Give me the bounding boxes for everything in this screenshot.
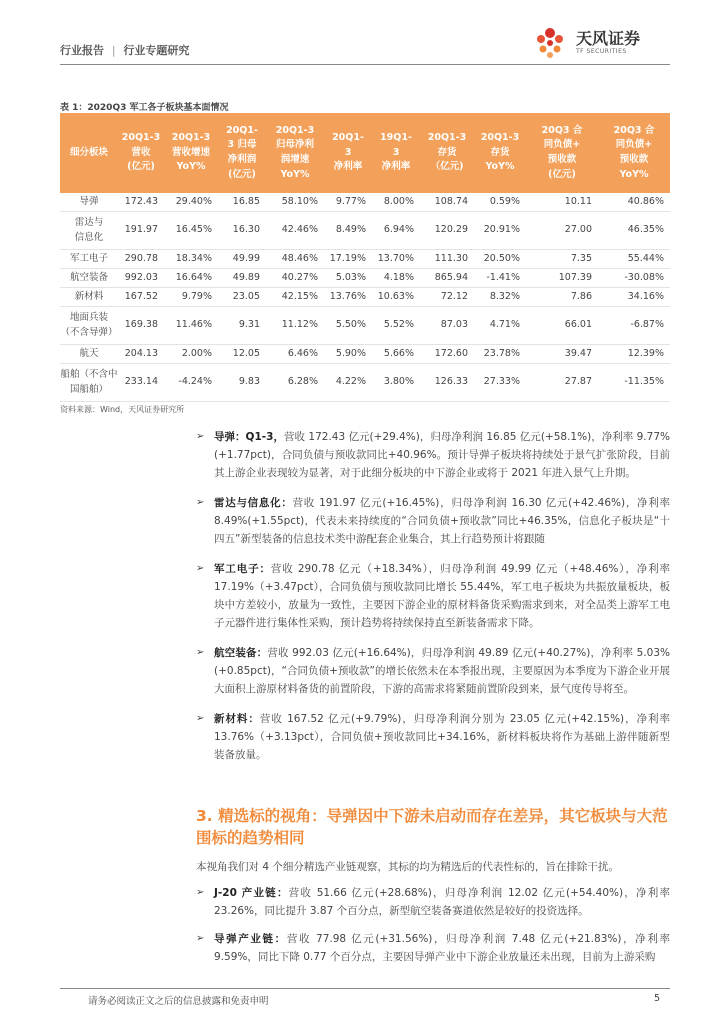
header-category-text	[60, 42, 189, 58]
table-cell: 27.33%	[474, 364, 526, 402]
table-cell: 4.71%	[474, 307, 526, 345]
table-cell: 10.63%	[372, 288, 420, 307]
bullet-arrow-icon: ➢	[196, 563, 205, 574]
row-sector-name: 地面兵装 （不含导弹）	[60, 307, 118, 345]
table-cell: 49.99	[218, 250, 266, 269]
table-header-cell: 20Q1-3 存货 YoY%	[474, 113, 526, 193]
header-category: 行业报告	[60, 44, 104, 57]
bullet-arrow-icon: ➢	[196, 887, 205, 898]
table-cell: 5.90%	[324, 345, 372, 364]
table-cell: 13.70%	[372, 250, 420, 269]
table-cell: 9.31	[218, 307, 266, 345]
table-header-cell: 20Q1-3 营收增速 YoY%	[164, 113, 218, 193]
bullet-electronics	[196, 560, 670, 632]
table-header-cell: 20Q1- 3 归母 净利润 (亿元)	[218, 113, 266, 193]
table-cell: 20.91%	[474, 212, 526, 250]
table-header-cell: 细分板块	[60, 113, 118, 193]
table-cell: -30.08%	[598, 269, 670, 288]
bullet-text: 营收 992.03 亿元(+16.64%)，归母净利润 49.89 亿元(+40.27%)，净利率 5.03%(+0.85pct)，“合同负债+预收款”的增长依然未在本季报出现，主要原因为本季度为下游企业开展大面积上游原材料备货的前置阶段，下游的高需求将紧随前置阶段到来，景气度传导将至。	[214, 647, 670, 695]
table-cell: 12.05	[218, 345, 266, 364]
table-cell: 46.35%	[598, 212, 670, 250]
bullet-text: 营收 167.52 亿元(+9.79%)，归母净利润分别为 23.05 亿元(+42.15%)，净利率 13.76%（+3.13pct），合同负债+预收款同比+34.16%，新材料板块将作为基础上游伴随新型装备放量。	[214, 713, 670, 761]
table-row	[60, 307, 670, 345]
table-header-cell: 20Q1- 3 净利率	[324, 113, 372, 193]
table-cell: 167.52	[118, 288, 164, 307]
section-title: 3. 精选标的视角：导弹因中下游未启动而存在差异，其它板块与大范围标的趋势相同	[196, 807, 668, 847]
table-cell: 9.83	[218, 364, 266, 402]
sector-bullets	[196, 428, 670, 776]
bullet-arrow-icon: ➢	[196, 933, 205, 944]
table-body	[60, 193, 670, 402]
table-cell: 9.79%	[164, 288, 218, 307]
row-sector-name: 航天	[60, 345, 118, 364]
header-subcategory: 行业专题研究	[123, 44, 190, 57]
bullet-lead: 航空装备：	[214, 647, 268, 659]
table-cell: 992.03	[118, 269, 164, 288]
table-cell: 5.52%	[372, 307, 420, 345]
table-row	[60, 269, 670, 288]
table-cell: 865.94	[420, 269, 474, 288]
header-separator: |	[111, 44, 116, 57]
bullet-text: 营收 191.97 亿元(+16.45%)，归母净利润 16.30 亿元(+42.46%)，净利率 8.49%(+1.55pct)，代表未来持续度的“合同负债+预收款”同比+46.35%，信息化子板块是“十四五”新型装备的信息技术类中游配套企业集合，其上行趋势预计将跟随	[214, 497, 671, 545]
page-number: 5	[654, 993, 661, 1004]
table-cell: 11.46%	[164, 307, 218, 345]
table-cell: -11.35%	[598, 364, 670, 402]
fundamentals-table	[60, 113, 670, 402]
table-cell: 120.29	[420, 212, 474, 250]
table-cell: 11.12%	[266, 307, 324, 345]
table-cell: 172.43	[118, 193, 164, 212]
bullet-lead: 新材料：	[214, 713, 260, 725]
table-row	[60, 250, 670, 269]
logo-flower-icon	[530, 24, 570, 62]
table-cell: 17.19%	[324, 250, 372, 269]
table-cell: 5.03%	[324, 269, 372, 288]
row-sector-name: 军工电子	[60, 250, 118, 269]
row-sector-name: 航空装备	[60, 269, 118, 288]
table-cell: 2.00%	[164, 345, 218, 364]
table-cell: 3.80%	[372, 364, 420, 402]
table-cell: 126.33	[420, 364, 474, 402]
bullet-arrow-icon: ➢	[196, 431, 205, 442]
table-cell: 16.64%	[164, 269, 218, 288]
table-cell: 5.66%	[372, 345, 420, 364]
table-cell: 42.46%	[266, 212, 324, 250]
table-cell: 111.30	[420, 250, 474, 269]
table-cell: -4.24%	[164, 364, 218, 402]
table-cell: 169.38	[118, 307, 164, 345]
table-cell: 72.12	[420, 288, 474, 307]
table-cell: 5.50%	[324, 307, 372, 345]
table-row	[60, 345, 670, 364]
table-cell: 40.86%	[598, 193, 670, 212]
table-cell: 27.87	[526, 364, 598, 402]
table-cell: 107.39	[526, 269, 598, 288]
table-cell: 18.34%	[164, 250, 218, 269]
table-cell: 7.35	[526, 250, 598, 269]
bullet-arrow-icon: ➢	[196, 647, 205, 658]
table-cell: 48.46%	[266, 250, 324, 269]
header-divider	[60, 64, 670, 65]
table-cell: 8.49%	[324, 212, 372, 250]
table-cell: 49.89	[218, 269, 266, 288]
table-header-cell: 20Q1-3 营收 (亿元)	[118, 113, 164, 193]
table-cell: 16.30	[218, 212, 266, 250]
table-cell: 9.77%	[324, 193, 372, 212]
table-cell: 233.14	[118, 364, 164, 402]
table-header-cell: 19Q1- 3 净利率	[372, 113, 420, 193]
logo-name-cn: 天风证券	[576, 29, 641, 48]
page-header	[60, 29, 670, 68]
bullet-j20	[196, 884, 670, 920]
table-cell: 66.01	[526, 307, 598, 345]
company-logo	[530, 24, 670, 62]
table-row	[60, 193, 670, 212]
table-cell: 23.78%	[474, 345, 526, 364]
table-cell: 34.16%	[598, 288, 670, 307]
table-cell: 8.32%	[474, 288, 526, 307]
row-sector-name: 导弹	[60, 193, 118, 212]
bullet-text: 营收 51.66 亿元(+28.68%)，归母净利润 12.02 亿元(+54.40%)，净利率 23.26%，同比提升 3.87 个百分点，新型航空装备赛道依然是较好的投资选择。	[214, 887, 670, 917]
table-cell: 10.11	[526, 193, 598, 212]
table-cell: 4.18%	[372, 269, 420, 288]
footer-divider	[60, 988, 670, 989]
table-cell: 40.27%	[266, 269, 324, 288]
logo-name-en: TF SECURITIES	[576, 48, 627, 55]
table-cell: 204.13	[118, 345, 164, 364]
table-title: 表 1：2020Q3 军工各子板块基本面情况	[60, 103, 229, 113]
bullet-text: 营收 77.98 亿元(+31.56%)，归母净利润 7.48 亿元(+21.83%)，净利率 9.59%，同比下降 0.77 个百分点，主要因导弹产业中下游企业放量还未出现，目前为上游采购	[214, 933, 670, 963]
bullet-aviation	[196, 644, 670, 698]
bullet-lead: J-20 产业链：	[214, 887, 289, 899]
row-sector-name: 新材料	[60, 288, 118, 307]
table-cell: 0.59%	[474, 193, 526, 212]
table-cell: 39.47	[526, 345, 598, 364]
bullet-lead: 导弹：Q1-3，	[214, 431, 284, 443]
row-sector-name: 雷达与 信息化	[60, 212, 118, 250]
table-cell: 13.76%	[324, 288, 372, 307]
table-cell: 58.10%	[266, 193, 324, 212]
table-cell: 29.40%	[164, 193, 218, 212]
table-cell: 7.86	[526, 288, 598, 307]
table-cell: 16.45%	[164, 212, 218, 250]
table-cell: 27.00	[526, 212, 598, 250]
table-cell: 6.94%	[372, 212, 420, 250]
table-cell: 12.39%	[598, 345, 670, 364]
table-row	[60, 212, 670, 250]
bullet-arrow-icon: ➢	[196, 713, 205, 724]
table-cell: 16.85	[218, 193, 266, 212]
bullet-lead: 雷达与信息化：	[214, 497, 293, 509]
table-cell: 4.22%	[324, 364, 372, 402]
table-cell: 23.05	[218, 288, 266, 307]
bullet-text: 营收 172.43 亿元(+29.4%)，归母净利润 16.85 亿元(+58.1%)，净利率 9.77%(+1.77pct)，合同负债与预收款同比+40.96%。预计导弹子板块将持续处于景气扩张阶段，目前其上游企业表现较为显著，对于此细分板块的中下游企业或将于 2021 年进入景气上升期。	[214, 431, 670, 479]
bullet-arrow-icon: ➢	[196, 497, 205, 508]
section-intro: 本视角我们对 4 个细分精选产业链观察，其标的均为精选后的代表性标的，旨在排除干扰。	[196, 861, 619, 873]
bullet-missile	[196, 428, 670, 482]
table-source: 资料来源：Wind，天风证券研究所	[60, 405, 185, 414]
table-cell: 172.60	[420, 345, 474, 364]
table-cell: 191.97	[118, 212, 164, 250]
bullet-materials	[196, 710, 670, 764]
table-row	[60, 364, 670, 402]
table-cell: 6.28%	[266, 364, 324, 402]
bullet-radar	[196, 494, 670, 548]
table-cell: 55.44%	[598, 250, 670, 269]
table-cell: 290.78	[118, 250, 164, 269]
section-bullets	[196, 884, 670, 976]
table-cell: 87.03	[420, 307, 474, 345]
bullet-lead: 军工电子：	[214, 563, 271, 575]
table-row	[60, 288, 670, 307]
table-cell: 6.46%	[266, 345, 324, 364]
table-cell: -1.41%	[474, 269, 526, 288]
row-sector-name: 船舶（不含中 国船舶）	[60, 364, 118, 402]
table-header-cell: 20Q1-3 存货 （亿元)	[420, 113, 474, 193]
table-header-row	[60, 113, 670, 193]
table-header-cell: 20Q3 合 同负债+ 预收款 (亿元)	[526, 113, 598, 193]
table-cell: -6.87%	[598, 307, 670, 345]
footer-disclaimer: 请务必阅读正文之后的信息披露和免责申明	[88, 996, 269, 1007]
bullet-missile-chain	[196, 930, 670, 966]
table-cell: 108.74	[420, 193, 474, 212]
table-cell: 42.15%	[266, 288, 324, 307]
bullet-text: 营收 290.78 亿元（+18.34%），归母净利润 49.99 亿元（+48.46%），净利率 17.19%（+3.47pct），合同负债与预收款同比增长 55.44%，军工电子板块为共振放量板块，板块中方差较小，放量为一致性，主要因下游企业的原材料备货采购需求到来，对全品类上游军工电子元器件进行集体性采购，预计趋势将持续保持直至新装备需求下降。	[214, 563, 671, 629]
table-cell: 20.50%	[474, 250, 526, 269]
bullet-lead: 导弹产业链：	[214, 933, 287, 945]
table-header-cell: 20Q3 合 同负债+ 预收款 YoY%	[598, 113, 670, 193]
table-header-cell: 20Q1-3 归母净利 润增速 YoY%	[266, 113, 324, 193]
table-cell: 8.00%	[372, 193, 420, 212]
